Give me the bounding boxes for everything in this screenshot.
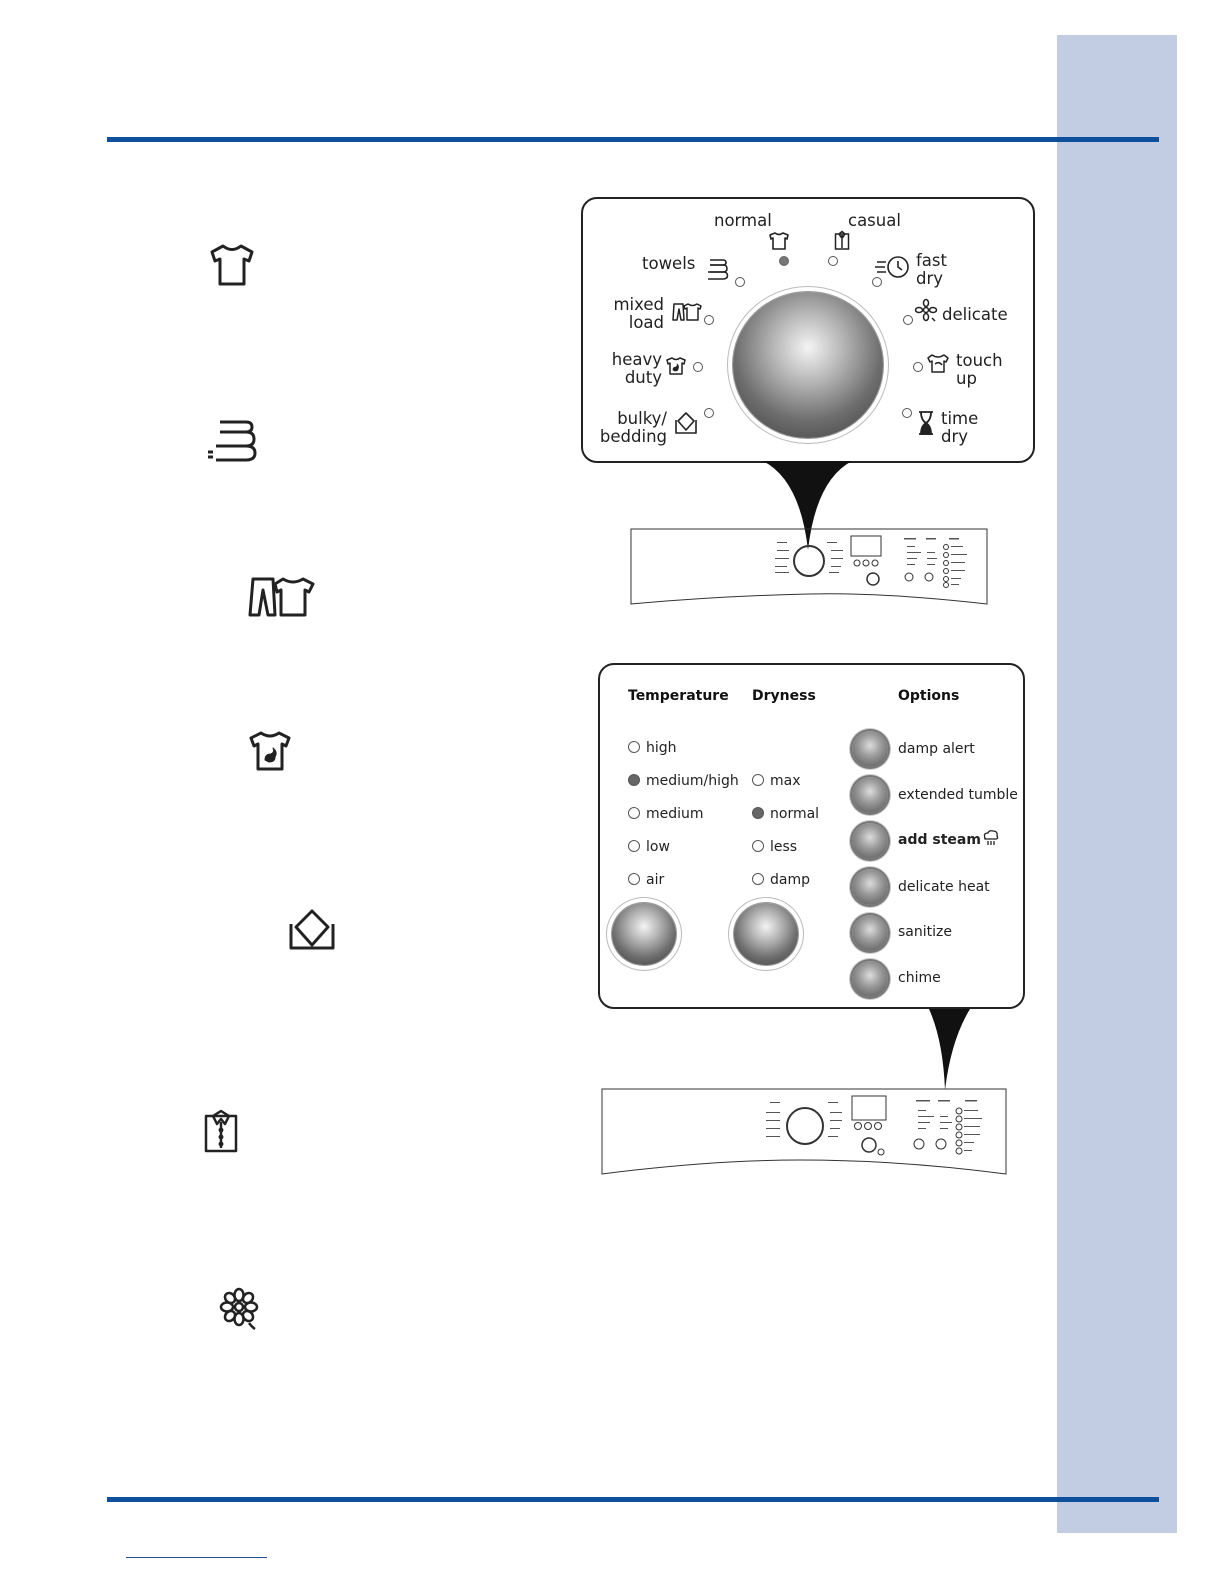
temperature-item-medium-high[interactable] (628, 773, 739, 789)
dryness-item-damp[interactable] (752, 872, 810, 888)
dryness-label: max (770, 773, 801, 789)
cycle-led-delicate (903, 315, 913, 325)
heavy-duty-small-icon (665, 356, 687, 376)
cycle-led-time-dry (902, 408, 912, 418)
temperature-indicator (628, 840, 640, 852)
temperature-item-medium[interactable] (628, 806, 704, 822)
bulky-bedding-icon (288, 908, 336, 952)
cycle-label-fast-dry-line2: dry (916, 269, 944, 288)
temperature-indicator (628, 741, 640, 753)
dryness-knob[interactable] (734, 903, 798, 965)
temperature-label: medium/high (646, 773, 739, 789)
dryness-indicator (752, 873, 764, 885)
chime-label: chime (898, 970, 941, 986)
cycle-selector-knob[interactable] (733, 292, 883, 438)
time-dry-small-icon (917, 410, 935, 436)
heavy-duty-icon (247, 730, 293, 772)
cycle-led-mixed-load (704, 315, 714, 325)
cycle-label-bulky-bedding-line2: bedding (599, 427, 667, 446)
top-rule (107, 137, 1159, 142)
side-tab (1057, 35, 1177, 1533)
temperature-knob[interactable] (612, 903, 676, 965)
cycle-label-heavy-duty-line2: duty (624, 368, 662, 387)
dryness-indicator (752, 807, 764, 819)
sanitize-button[interactable] (852, 915, 888, 951)
options-header: Options (898, 688, 960, 704)
fast-dry-small-icon (874, 254, 912, 280)
temperature-indicator (628, 807, 640, 819)
dryness-label: damp (770, 872, 810, 888)
cycle-label-towels: towels (642, 254, 696, 273)
add-steam-label: add steam (898, 832, 981, 848)
delicate-heat-label: delicate heat (898, 879, 990, 895)
normal-small-icon (768, 231, 790, 251)
chime-button[interactable] (852, 961, 888, 997)
temperature-item-low[interactable] (628, 839, 670, 855)
cycle-label-time-dry-line2: dry (941, 427, 969, 446)
cycle-label-delicate: delicate (942, 305, 1008, 324)
temperature-label: high (646, 740, 677, 756)
towels-icon (206, 419, 258, 463)
cycle-label-mixed-load-line2: load (628, 313, 664, 332)
control-panel-overview-bottom (600, 1086, 1010, 1182)
bottom-rule (107, 1497, 1159, 1502)
cycle-led-casual (828, 256, 838, 266)
steam-icon (982, 829, 1000, 847)
delicate-small-icon (914, 298, 938, 322)
temperature-label: low (646, 839, 670, 855)
extended-tumble-button[interactable] (852, 777, 888, 813)
dryness-item-less[interactable] (752, 839, 797, 855)
touch-up-small-icon (926, 352, 952, 376)
temperature-indicator (628, 873, 640, 885)
temperature-label: air (646, 872, 665, 888)
casual-shirt-icon (203, 1108, 239, 1154)
cycle-led-touch-up (913, 362, 923, 372)
cycle-label-normal: normal (714, 211, 772, 230)
temperature-indicator (628, 774, 640, 786)
sanitize-label: sanitize (898, 924, 952, 940)
dryness-label: less (770, 839, 798, 855)
damp-alert-label: damp alert (898, 741, 975, 757)
cycle-label-touch-up-line2: up (956, 369, 977, 388)
dryness-item-normal[interactable] (752, 806, 819, 822)
bulky-bedding-small-icon (674, 411, 698, 435)
towels-small-icon (703, 258, 729, 280)
cycle-label-fast-dry-line1: fast (916, 251, 947, 270)
dryness-indicator (752, 774, 764, 786)
dryness-indicator (752, 840, 764, 852)
mixed-load-small-icon (671, 302, 703, 322)
dryness-label: normal (770, 806, 820, 822)
temperature-header: Temperature (628, 688, 729, 704)
cycle-led-heavy-duty (693, 362, 703, 372)
delicate-heat-button[interactable] (852, 869, 888, 905)
normal-shirt-icon (208, 243, 256, 287)
cycle-label-bulky-bedding-line1: bulky/ (617, 409, 667, 428)
add-steam-button[interactable] (852, 823, 888, 859)
extended-tumble-label: extended tumble (898, 787, 1018, 803)
damp-alert-button[interactable] (852, 731, 888, 767)
cycle-led-towels (735, 277, 745, 287)
footer-link-underline (126, 1557, 267, 1558)
casual-small-icon (834, 230, 850, 250)
temperature-item-high[interactable] (628, 740, 677, 756)
cycle-label-time-dry-line1: time (941, 409, 979, 428)
cycle-label-heavy-duty-line1: heavy (611, 350, 662, 369)
cycle-led-fast-dry (872, 277, 882, 287)
cycle-label-casual: casual (848, 211, 901, 230)
cycle-led-normal (779, 256, 789, 266)
cycle-label-touch-up-line1: touch (956, 351, 1003, 370)
delicate-flower-icon (219, 1287, 259, 1331)
temperature-item-air[interactable] (628, 872, 664, 888)
mixed-load-icon (247, 576, 317, 618)
cycle-label-mixed-load-line1: mixed (613, 295, 664, 314)
temperature-label: medium (646, 806, 704, 822)
dryness-item-max[interactable] (752, 773, 801, 789)
dryness-header: Dryness (752, 688, 816, 704)
control-panel-overview-top (629, 526, 991, 612)
cycle-led-bulky-bedding (704, 408, 714, 418)
